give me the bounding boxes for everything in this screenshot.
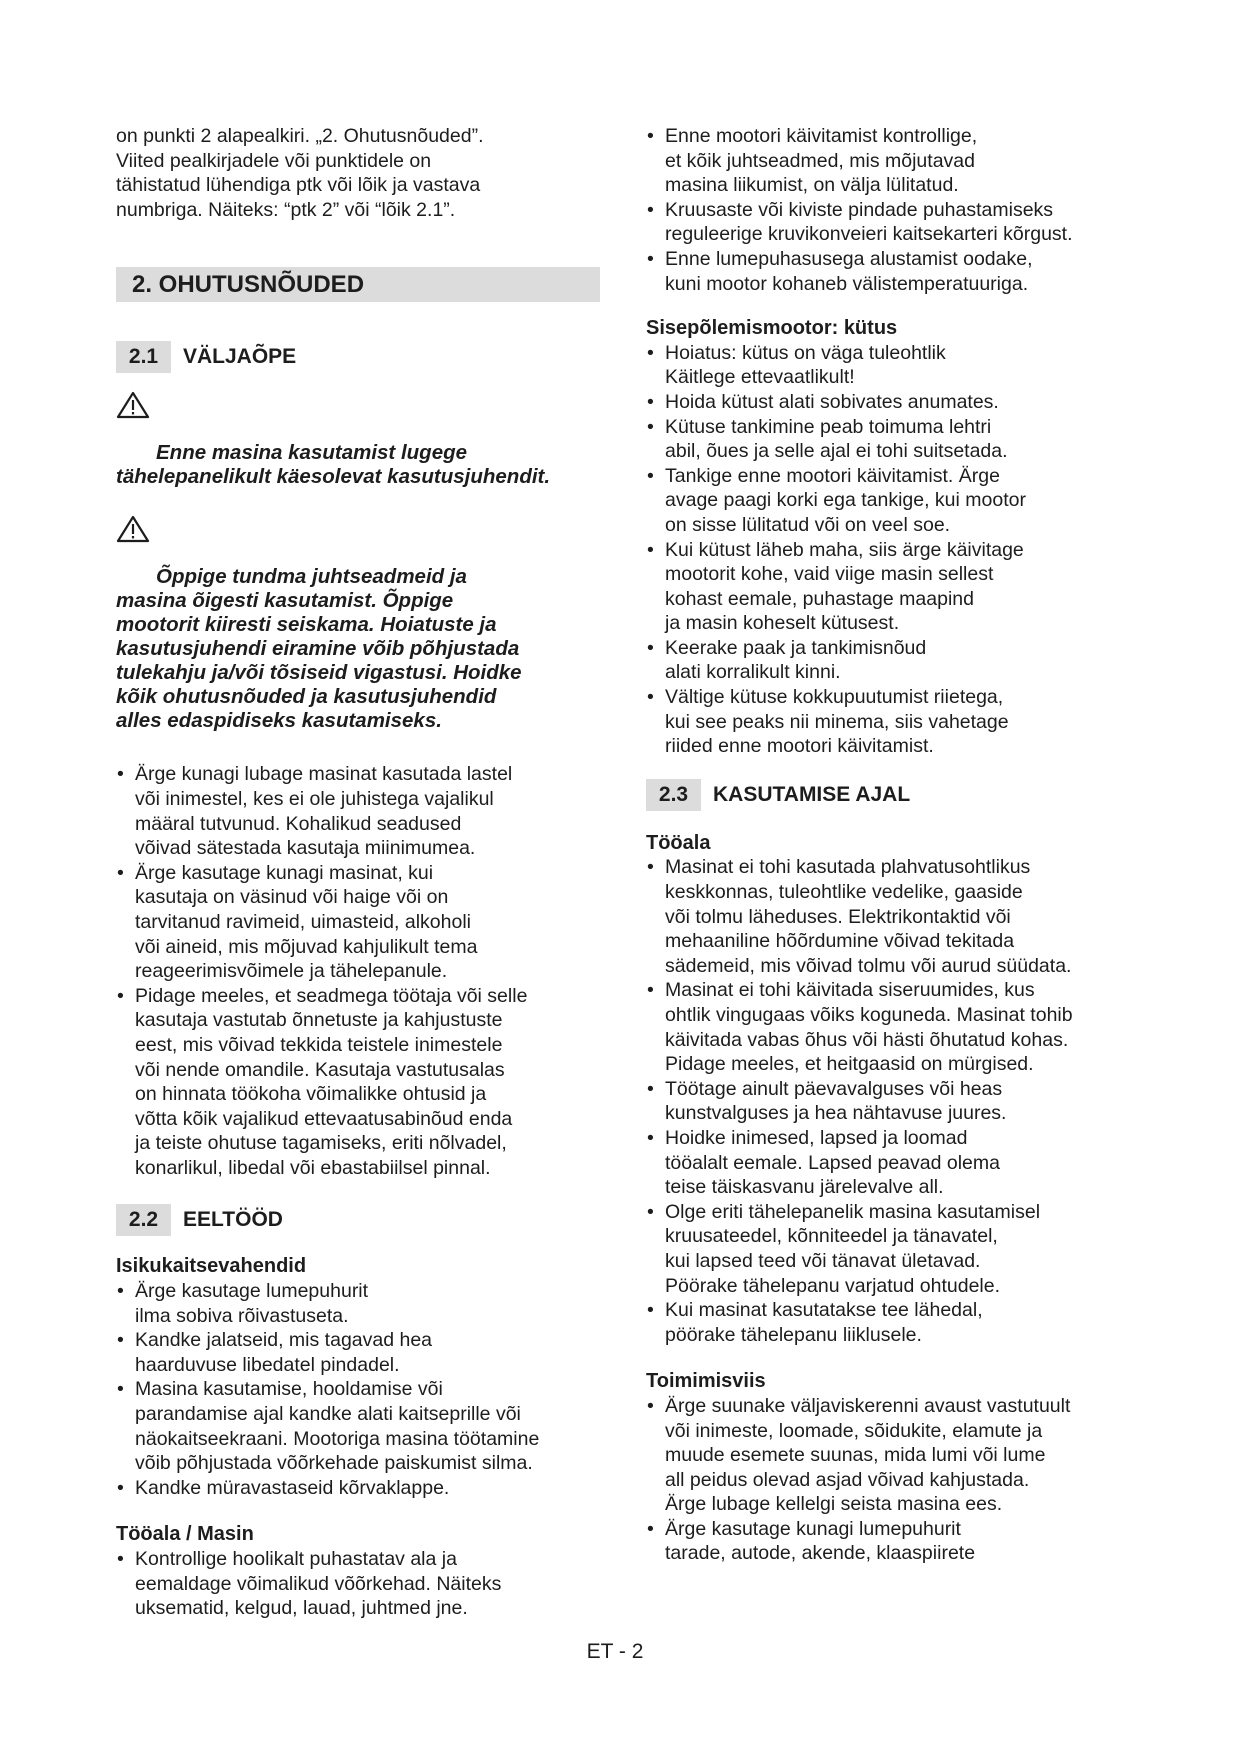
list-item: • Enne mootori käivitamist kontrollige, et kõik juhtseadmed, mis mõjutavad masina liikumist, on välja lülitatud.	[646, 124, 1136, 198]
list-item: • Olge eriti tähelepanelik masina kasutamisel kruusateedel, kõnniteedel ja tänavatel, kui lapsed teed või tänavat ületavad. Pöörake tähelepanu varjatud ohtudele.	[646, 1200, 1136, 1298]
warning-text-2: Õppige tundma juhtseadmeid ja masina õigesti kasutamist. Õppige mootorit kiiresti seiskama. Hoiatuste ja kasutusjuhendi eiramine võib põhjustada tulekahju ja/või tõsiseid vigastusi. Hoidke kõik ohutusnõuded ja kasutusjuhendid alles edaspidiseks kasutamiseks.	[116, 565, 522, 733]
heading-2-1	[116, 341, 600, 373]
list-item: • Ärge suunake väljaviskerenni avaust vastutuult või inimeste, loomade, sõidukite, elamute ja muude esemete suunas, mida lumi või lume all peidus olevad asjad võivad kahjustada. Ärge lubage kellelgi seista masina ees.	[646, 1394, 1136, 1517]
heading-number: 2.1	[116, 341, 171, 373]
list-item: • Ärge kasutage kunagi lumepuhurit tarade, autode, akende, klaaspiirete	[646, 1517, 1136, 1566]
preparation-list	[646, 124, 1136, 296]
list-item: • Kütuse tankimine peab toimuma lehtri abil, õues ja selle ajal ei tohi suitsetada.	[646, 415, 1136, 464]
list-item: • Masinat ei tohi kasutada plahvatusohtlikus keskkonnas, tuleohtlike vedelike, gaaside või tolmu läheduses. Elektrikontaktid või mehaaniline hõõrdumine võivad tekitada sädemeid, mis võivad tolmu või aurud süüdata.	[646, 855, 1136, 978]
warning-text-1: Enne masina kasutamist lugege tähelepanelikult käesolevat kasutusjuhendit.	[116, 441, 551, 489]
page-number: ET - 2	[586, 1640, 644, 1663]
list-item: • Töötage ainult päevavalguses või heas kunstvalguses ja hea nähtavuse juures.	[646, 1077, 1136, 1126]
left-column	[116, 124, 600, 1621]
warning-block-1	[116, 393, 600, 489]
warning-icon	[116, 515, 150, 543]
list-item: • Ärge kasutage lumepuhurit ilma sobiva rõivastuseta.	[116, 1279, 600, 1328]
heading-2-3	[646, 779, 1136, 811]
work-area-heading: Tööala / Masin	[116, 1523, 254, 1546]
fuel-list	[646, 341, 1136, 759]
list-item: • Hoiatus: kütus on väga tuleohtlik Käitlege ettevaatlikult!	[646, 341, 1136, 390]
heading-number: 2.2	[116, 1204, 171, 1236]
heading-title: EELTÖÖD	[183, 1208, 283, 1232]
heading-number: 2.3	[646, 779, 701, 811]
heading-2-2	[116, 1204, 600, 1236]
work-area-list	[116, 1547, 600, 1621]
list-item: • Ärge kasutage kunagi masinat, kui kasutaja on väsinud või haige või on tarvitanud ravimeid, uimasteid, alkoholi või aineid, mis mõjuvad kahjulikult tema reageerimisvõimele ja tähelepanule.	[116, 861, 600, 984]
list-item: • Masina kasutamise, hooldamise või parandamise ajal kandke alati kaitseprille või näokaitseekraani. Mootoriga masina töötamine võib põhjustada võõrkehade paiskumist silma.	[116, 1377, 600, 1475]
area-list	[646, 855, 1136, 1347]
right-column	[646, 124, 1136, 1566]
list-item: • Keerake paak ja tankimisnõud alati korralikult kinni.	[646, 636, 1136, 685]
list-item: • Kontrollige hoolikalt puhastatav ala ja eemaldage võimalikud võõrkehad. Näiteks uksematid, kelgud, lauad, juhtmed jne.	[116, 1547, 600, 1621]
ppe-heading: Isikukaitsevahendid	[116, 1255, 307, 1278]
training-list	[116, 762, 600, 1180]
list-item: • Ärge kunagi lubage masinat kasutada lastel või inimestel, kes ei ole juhistega vajalikul määral tutvunud. Kohalikud seadused võivad sätestada kasutaja miinimumea.	[116, 762, 600, 860]
operation-heading: Toimimisviis	[646, 1370, 766, 1393]
warning-block-2	[116, 517, 600, 733]
list-item: • Enne lumepuhasusega alustamist oodake, kuni mootor kohaneb välistemperatuuriga.	[646, 247, 1136, 296]
warning-icon	[116, 391, 150, 419]
list-item: • Pidage meeles, et seadmega töötaja või selle kasutaja vastutab õnnetuste ja kahjustuste eest, mis võivad tekkida teistele inimestele või nende omandile. Kasutaja vastutusalas on hinnata töökoha võimalikke ohtusid ja võtta kõik vajalikud ettevaatusabinõud enda ja teiste ohutuse tagamiseks, eriti nõlvadel, konarlikul, libedal või ebastabiilsel pinnal.	[116, 984, 600, 1181]
list-item: • Hoidke inimesed, lapsed ja loomad tööalalt eemale. Lapsed peavad olema teise täiskasvanu järelevalve all.	[646, 1126, 1136, 1200]
list-item: • Masinat ei tohi käivitada siseruumides, kus ohtlik vingugaas võiks koguneda. Masinat tohib käivitada vabas õhus või hästi õhutatud kohas. Pidage meeles, et heitgaasid on mürgised.	[646, 978, 1136, 1076]
area-heading: Tööala	[646, 831, 711, 854]
section-title: 2. OHUTUSNÕUDED	[116, 267, 600, 302]
list-item: • Kandke jalatseid, mis tagavad hea haarduvuse libedatel pindadel.	[116, 1328, 600, 1377]
list-item: • Kui kütust läheb maha, siis ärge käivitage mootorit kohe, vaid viige masin sellest kohast eemale, puhastage maapind ja masin koheselt kütusest.	[646, 538, 1136, 636]
list-item: • Kui masinat kasutatakse tee lähedal, pöörake tähelepanu liiklusele.	[646, 1298, 1136, 1347]
fuel-heading: Sisepõlemismootor: kütus	[646, 317, 898, 340]
list-item: • Kandke müravastaseid kõrvaklappe.	[116, 1476, 600, 1501]
list-item: • Kruusaste või kiviste pindade puhastamiseks reguleerige kruvikonveieri kaitsekarteri kõrgust.	[646, 198, 1136, 247]
list-item: • Vältige kütuse kokkupuutumist riietega, kui see peaks nii minema, siis vahetage riided enne mootori käivitamist.	[646, 685, 1136, 759]
operation-list	[646, 1394, 1136, 1566]
heading-title: VÄLJAÕPE	[183, 345, 297, 369]
intro-paragraph: on punkti 2 alapealkiri. „2. Ohutusnõuded”. Viited pealkirjadele või punktidele on tähistatud lühendiga ptk või lõik ja vastava numbriga. Näiteks: “ptk 2” või “lõik 2.1”.	[116, 125, 484, 221]
list-item: • Hoida kütust alati sobivates anumates.	[646, 390, 1136, 415]
ppe-list	[116, 1279, 600, 1500]
heading-title: KASUTAMISE AJAL	[713, 782, 911, 806]
list-item: • Tankige enne mootori käivitamist. Ärge avage paagi korki ega tankige, kui mootor on sisse lülitatud või on veel soe.	[646, 464, 1136, 538]
